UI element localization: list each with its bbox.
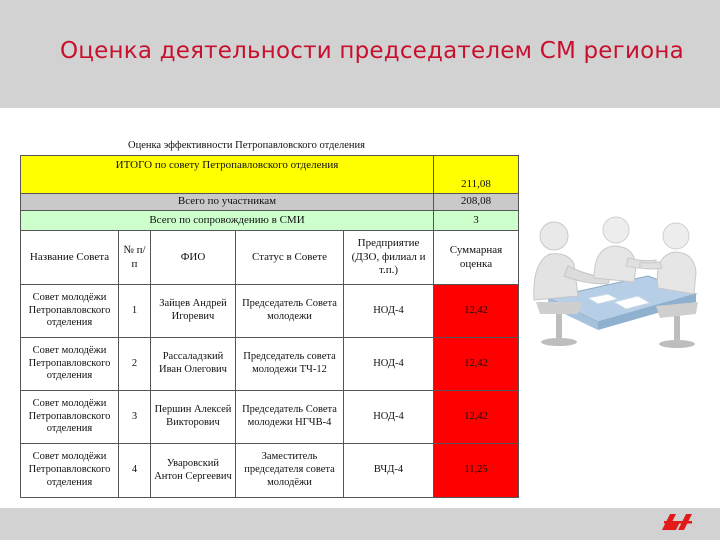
column-header: Название Совета bbox=[21, 231, 119, 285]
enterprise-cell: НОД-4 bbox=[344, 338, 434, 391]
enterprise-cell: НОД-4 bbox=[344, 391, 434, 444]
council-cell: Совет молодёжи Петропавловского отделения bbox=[21, 338, 119, 391]
total-label: ИТОГО по совету Петропавловского отделения bbox=[21, 156, 434, 194]
column-header: ФИО bbox=[151, 231, 236, 285]
table-row bbox=[21, 338, 519, 391]
business-meeting-icon bbox=[528, 206, 704, 356]
page-title: Оценка деятельности председателем СМ региона bbox=[60, 38, 684, 64]
name-cell: Зайцев Андрей Игоревич bbox=[151, 285, 236, 338]
column-header: Статус в Совете bbox=[236, 231, 344, 285]
council-cell: Совет молодёжи Петропавловского отделения bbox=[21, 391, 119, 444]
column-header: Предприятие (ДЗО, филиал и т.п.) bbox=[344, 231, 434, 285]
media-value: 3 bbox=[434, 211, 519, 231]
number-cell: 1 bbox=[119, 285, 151, 338]
total-value: 211,08 bbox=[434, 156, 519, 194]
table-row bbox=[21, 444, 519, 498]
summary-media-row bbox=[21, 211, 519, 231]
score-cell: 12,42 bbox=[434, 338, 519, 391]
participants-value: 208,08 bbox=[434, 194, 519, 211]
summary-participants-row bbox=[21, 194, 519, 211]
council-cell: Совет молодёжи Петропавловского отделения bbox=[21, 444, 119, 498]
score-cell: 12,42 bbox=[434, 285, 519, 338]
column-header: № п/п bbox=[119, 231, 151, 285]
score-cell: 11,25 bbox=[434, 444, 519, 498]
footer-bar bbox=[0, 508, 720, 540]
name-cell: Першин Алексей Викторович bbox=[151, 391, 236, 444]
column-header: Суммарная оценка bbox=[434, 231, 519, 285]
evaluation-table bbox=[20, 155, 519, 498]
participants-label: Всего по участникам bbox=[21, 194, 434, 211]
table-row bbox=[21, 285, 519, 338]
table-subtitle: Оценка эффективности Петропавловского отделения bbox=[128, 140, 365, 151]
number-cell: 4 bbox=[119, 444, 151, 498]
status-cell: Председатель совета молодежи ТЧ-12 bbox=[236, 338, 344, 391]
enterprise-cell: ВЧД-4 bbox=[344, 444, 434, 498]
council-cell: Совет молодёжи Петропавловского отделения bbox=[21, 285, 119, 338]
table-row bbox=[21, 391, 519, 444]
status-cell: Председатель Совета молодежи bbox=[236, 285, 344, 338]
score-cell: 12,42 bbox=[434, 391, 519, 444]
name-cell: Уваровский Антон Сергеевич bbox=[151, 444, 236, 498]
number-cell: 3 bbox=[119, 391, 151, 444]
rzd-logo bbox=[660, 512, 694, 532]
status-cell: Заместитель председателя совета молодёжи bbox=[236, 444, 344, 498]
enterprise-cell: НОД-4 bbox=[344, 285, 434, 338]
summary-total-row bbox=[21, 156, 519, 194]
column-header-row bbox=[21, 231, 519, 285]
number-cell: 2 bbox=[119, 338, 151, 391]
media-label: Всего по сопровождению в СМИ bbox=[21, 211, 434, 231]
name-cell: Рассаладзкий Иван Олегович bbox=[151, 338, 236, 391]
status-cell: Председатель Совета молодежи НГЧВ-4 bbox=[236, 391, 344, 444]
